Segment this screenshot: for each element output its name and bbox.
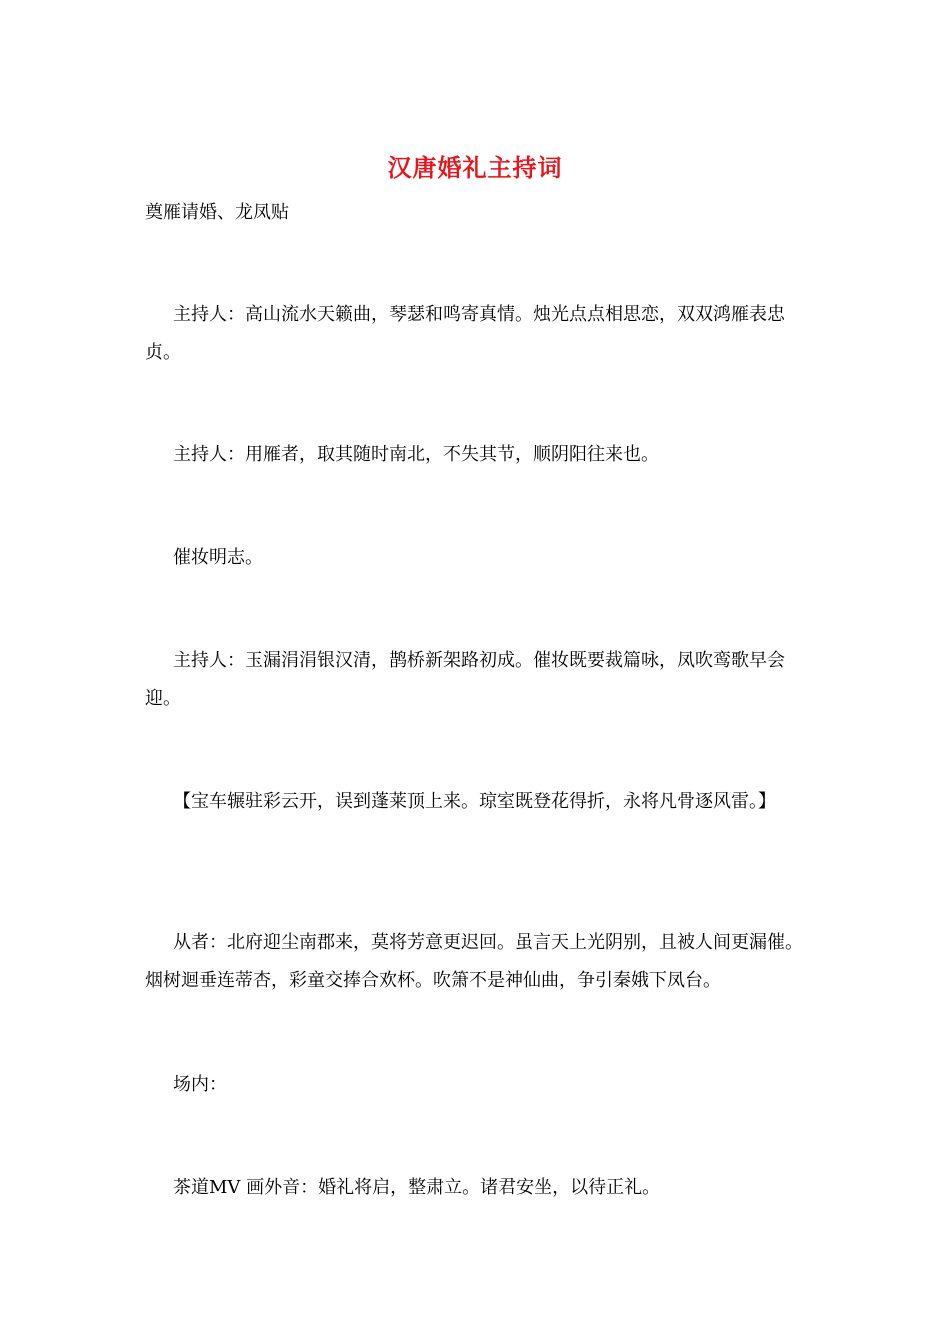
paragraph-voiceover: 茶道MV 画外音：婚礼将启，整肃立。诸君安坐，以待正礼。 bbox=[173, 1177, 661, 1198]
paragraph-attendant: 从者：北府迎尘南郡来，莫将芳意更迟回。虽言天上光阴别，且被人间更漏催。烟树迴垂连蒂杏，彩童交捧合欢杯。吹箫不是神仙曲，争引秦娥下凤台。 bbox=[145, 932, 803, 991]
paragraph-host-2: 主持人：用雁者，取其随时南北，不失其节，顺阴阳往来也。 bbox=[173, 444, 659, 465]
paragraph-poem-bracket: 【宝车辗驻彩云开，误到蓬莱顶上来。琼室既登花得折，永将凡骨逐风雷。】 bbox=[173, 791, 776, 812]
document-title: 汉唐婚礼主持词 bbox=[387, 153, 563, 182]
paragraph-venue: 场内： bbox=[173, 1074, 227, 1095]
paragraph-host-1: 主持人：高山流水天籁曲，琴瑟和鸣寄真情。烛光点点相思恋，双双鸿雁表忠贞。 bbox=[145, 304, 785, 363]
document-subtitle: 奠雁请婚、龙凤贴 bbox=[145, 202, 289, 223]
paragraph-cuizhuang: 催妆明志。 bbox=[173, 547, 263, 568]
paragraph-host-3: 主持人：玉漏涓涓银汉清，鹊桥新架路初成。催妆既要裁篇咏，凤吹鸾歌早会迎。 bbox=[145, 650, 785, 709]
